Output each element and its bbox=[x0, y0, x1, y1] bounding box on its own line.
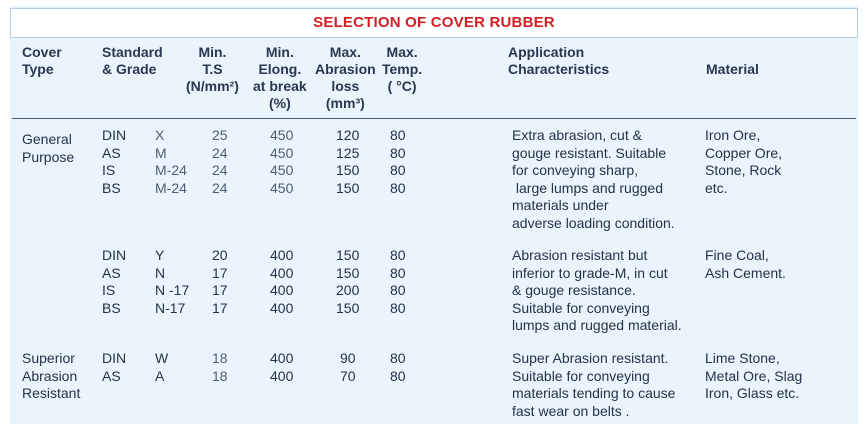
page-title: SELECTION OF COVER RUBBER bbox=[313, 14, 555, 31]
table-header bbox=[10, 40, 858, 122]
header-min-ts: Min. T.S (N/mm²) bbox=[186, 44, 239, 94]
application-cell: Extra abrasion, cut & gouge resistant. Suitable for conveying sharp, large lumps and rugged materials under adverse loading condition. bbox=[512, 127, 675, 231]
standard-cell: DIN AS IS BS bbox=[102, 247, 127, 316]
temp-cell: 80 80 bbox=[390, 350, 406, 384]
header-material: Material bbox=[706, 61, 759, 77]
title-bar bbox=[10, 8, 858, 38]
cover-type-cell: General Purpose bbox=[22, 131, 75, 165]
header-divider bbox=[12, 118, 856, 119]
material-cell: Lime Stone, Metal Ore, Slag Iron, Glass etc. bbox=[705, 350, 803, 401]
cover-type-cell: Superior Abrasion Resistant bbox=[22, 350, 81, 401]
ts-cell: 20 17 17 17 bbox=[212, 247, 228, 316]
header-min-elong: Min. Elong. at break (%) bbox=[253, 44, 307, 111]
material-cell: Iron Ore, Copper Ore, Stone, Rock etc. bbox=[705, 127, 783, 196]
header-max-abrasion: Max. Abrasion loss (mm³) bbox=[315, 44, 376, 111]
grade-cell: W A bbox=[155, 350, 169, 384]
header-max-temp: Max. Temp. ( °C) bbox=[382, 44, 423, 94]
header-application: Application Characteristics bbox=[508, 44, 610, 77]
grade-cell: Y N N -17 N-17 bbox=[155, 247, 190, 316]
standard-cell: DIN AS IS BS bbox=[102, 127, 127, 196]
material-cell: Fine Coal, Ash Cement. bbox=[705, 247, 786, 281]
standard-cell: DIN AS bbox=[102, 350, 127, 384]
header-standard-grade: Standard & Grade bbox=[102, 44, 163, 77]
cover-rubber-sheet bbox=[10, 6, 858, 424]
ts-cell: 18 18 bbox=[212, 350, 228, 384]
temp-cell: 80 80 80 80 bbox=[390, 247, 406, 316]
abrasion-cell: 120 125 150 150 bbox=[336, 127, 360, 196]
grade-cell: X M M-24 M-24 bbox=[155, 127, 187, 196]
elong-cell: 400 400 400 400 bbox=[270, 247, 294, 316]
abrasion-cell: 150 150 200 150 bbox=[336, 247, 360, 316]
application-cell: Super Abrasion resistant. Suitable for conveying materials tending to cause fast wear on belts . bbox=[512, 350, 676, 419]
elong-cell: 400 400 bbox=[270, 350, 294, 384]
elong-cell: 450 450 450 450 bbox=[270, 127, 294, 196]
header-cover-type: Cover Type bbox=[22, 44, 62, 77]
temp-cell: 80 80 80 80 bbox=[390, 127, 406, 196]
ts-cell: 25 24 24 24 bbox=[212, 127, 228, 196]
application-cell: Abrasion resistant but inferior to grade-M, in cut & gouge resistance. Suitable for conveying lumps and rugged material. bbox=[512, 247, 682, 333]
abrasion-cell: 90 70 bbox=[340, 350, 356, 384]
